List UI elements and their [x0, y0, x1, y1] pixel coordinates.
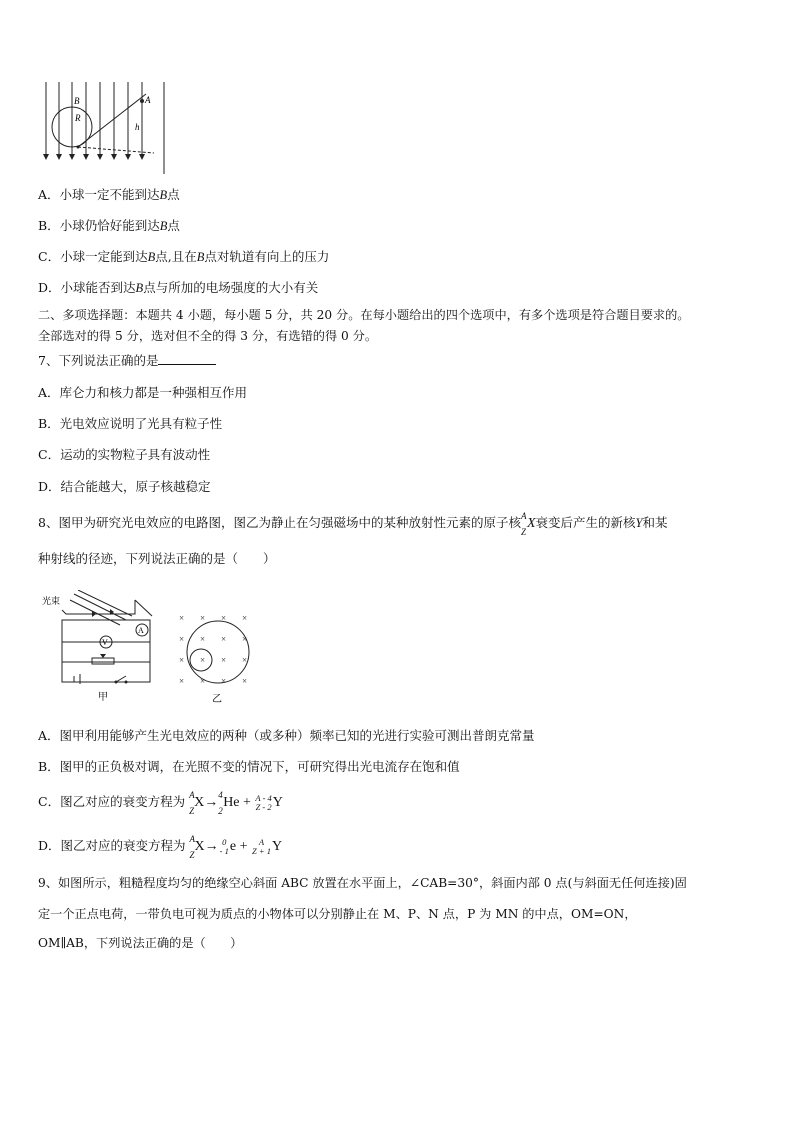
- q9-line1: 9、如图所示，粗糙程度均匀的绝缘空心斜面 ABC 放置在水平面上，∠CAB=30°，斜面内部 0 点(与斜面无任何连接)固: [38, 876, 687, 890]
- svg-text:×: ×: [179, 676, 185, 686]
- equation-c: A Z X→ 4 2 He + A - 4 Z - 2 Y: [189, 790, 283, 816]
- svg-text:×: ×: [221, 634, 227, 644]
- svg-text:×: ×: [200, 634, 206, 644]
- svg-text:×: ×: [242, 676, 248, 686]
- fig-yi-label: 乙: [212, 694, 222, 705]
- section2-line1: 二、多项选择题：本题共 4 小题，每小题 5 分，共 20 分。在每小题给出的四个选项中，有多个选项是符合题目要求的。: [38, 308, 690, 322]
- figure-field-track: [40, 78, 170, 178]
- svg-text:×: ×: [179, 655, 185, 665]
- q8-option-d: D．图乙对应的衰变方程为 A Z X→ 0 - 1 e + A Z + 1 Y: [38, 834, 283, 860]
- q6-option-a: A．小球一定不能到达B点: [38, 187, 180, 202]
- q9-line3: OM∥AB，下列说法正确的是（ ）: [38, 936, 243, 950]
- svg-text:×: ×: [200, 676, 206, 686]
- q7-option-c: C．运动的实物粒子具有波动性: [38, 447, 211, 462]
- answer-blank: [158, 352, 216, 365]
- svg-text:×: ×: [221, 613, 227, 623]
- q7-option-a: A．库仑力和核力都是一种强相互作用: [38, 385, 248, 400]
- nucleus-X: A Z X: [520, 511, 536, 537]
- label-A: A: [145, 95, 151, 105]
- q9-line2: 定一个正点电荷，一带负电可视为质点的小物体可以分别静止在 M、P、N 点，P 为 MN 的中点，OM=ON，: [38, 907, 637, 921]
- ammeter-label: A: [138, 626, 144, 635]
- q6-option-d: D．小球能否到达B点与所加的电场强度的大小有关: [38, 280, 319, 295]
- q6-option-b: B．小球仍恰好能到达B点: [38, 218, 180, 233]
- section2-line2: 全部选对的得 5 分，选对但不全的得 3 分，有选错的得 0 分。: [38, 329, 378, 343]
- label-B: B: [74, 96, 80, 106]
- light-beam-label: 光束: [42, 596, 61, 606]
- equation-d: A Z X→ 0 - 1 e + A Z + 1 Y: [189, 834, 283, 860]
- q8-option-b: B．图甲的正负极对调，在光照不变的情况下，可研究得出光电流存在饱和值: [38, 759, 460, 774]
- voltmeter-label: V: [102, 638, 108, 647]
- svg-text:×: ×: [200, 655, 206, 665]
- svg-text:×: ×: [242, 655, 248, 665]
- q8-option-a: A．图甲利用能够产生光电效应的两种（或多种）频率已知的光进行实验可测出普朗克常量: [38, 728, 535, 743]
- q8-option-c: C．图乙对应的衰变方程为 A Z X→ 4 2 He + A - 4 Z - 2 Y: [38, 790, 283, 816]
- magnetic-field-marks: [179, 613, 247, 686]
- svg-text:×: ×: [179, 613, 185, 623]
- q7-stem: 7、下列说法正确的是: [38, 352, 216, 370]
- q8-stem-line1: 8、图甲为研究光电效应的电路图，图乙为静止在匀强磁场中的某种放射性元素的原子核 A Z X衰变后产生的新核Y和某: [38, 511, 668, 537]
- label-R: R: [75, 113, 81, 123]
- fig-jia-label: 甲: [98, 692, 108, 703]
- q7-option-b: B．光电效应说明了光具有粒子性: [38, 416, 223, 431]
- label-h: h: [135, 122, 140, 132]
- svg-text:×: ×: [221, 655, 227, 665]
- q8-stem-line2: 种射线的径迹，下列说法正确的是（ ）: [38, 551, 276, 566]
- svg-text:×: ×: [242, 613, 248, 623]
- svg-text:×: ×: [242, 634, 248, 644]
- svg-text:×: ×: [179, 634, 185, 644]
- figure-photoelectric-circuit: [40, 590, 270, 710]
- q7-option-d: D．结合能越大，原子核越稳定: [38, 479, 211, 494]
- svg-text:×: ×: [221, 676, 227, 686]
- svg-text:×: ×: [200, 613, 206, 623]
- q6-option-c: C．小球一定能到达B点,且在B点对轨道有向上的压力: [38, 249, 330, 264]
